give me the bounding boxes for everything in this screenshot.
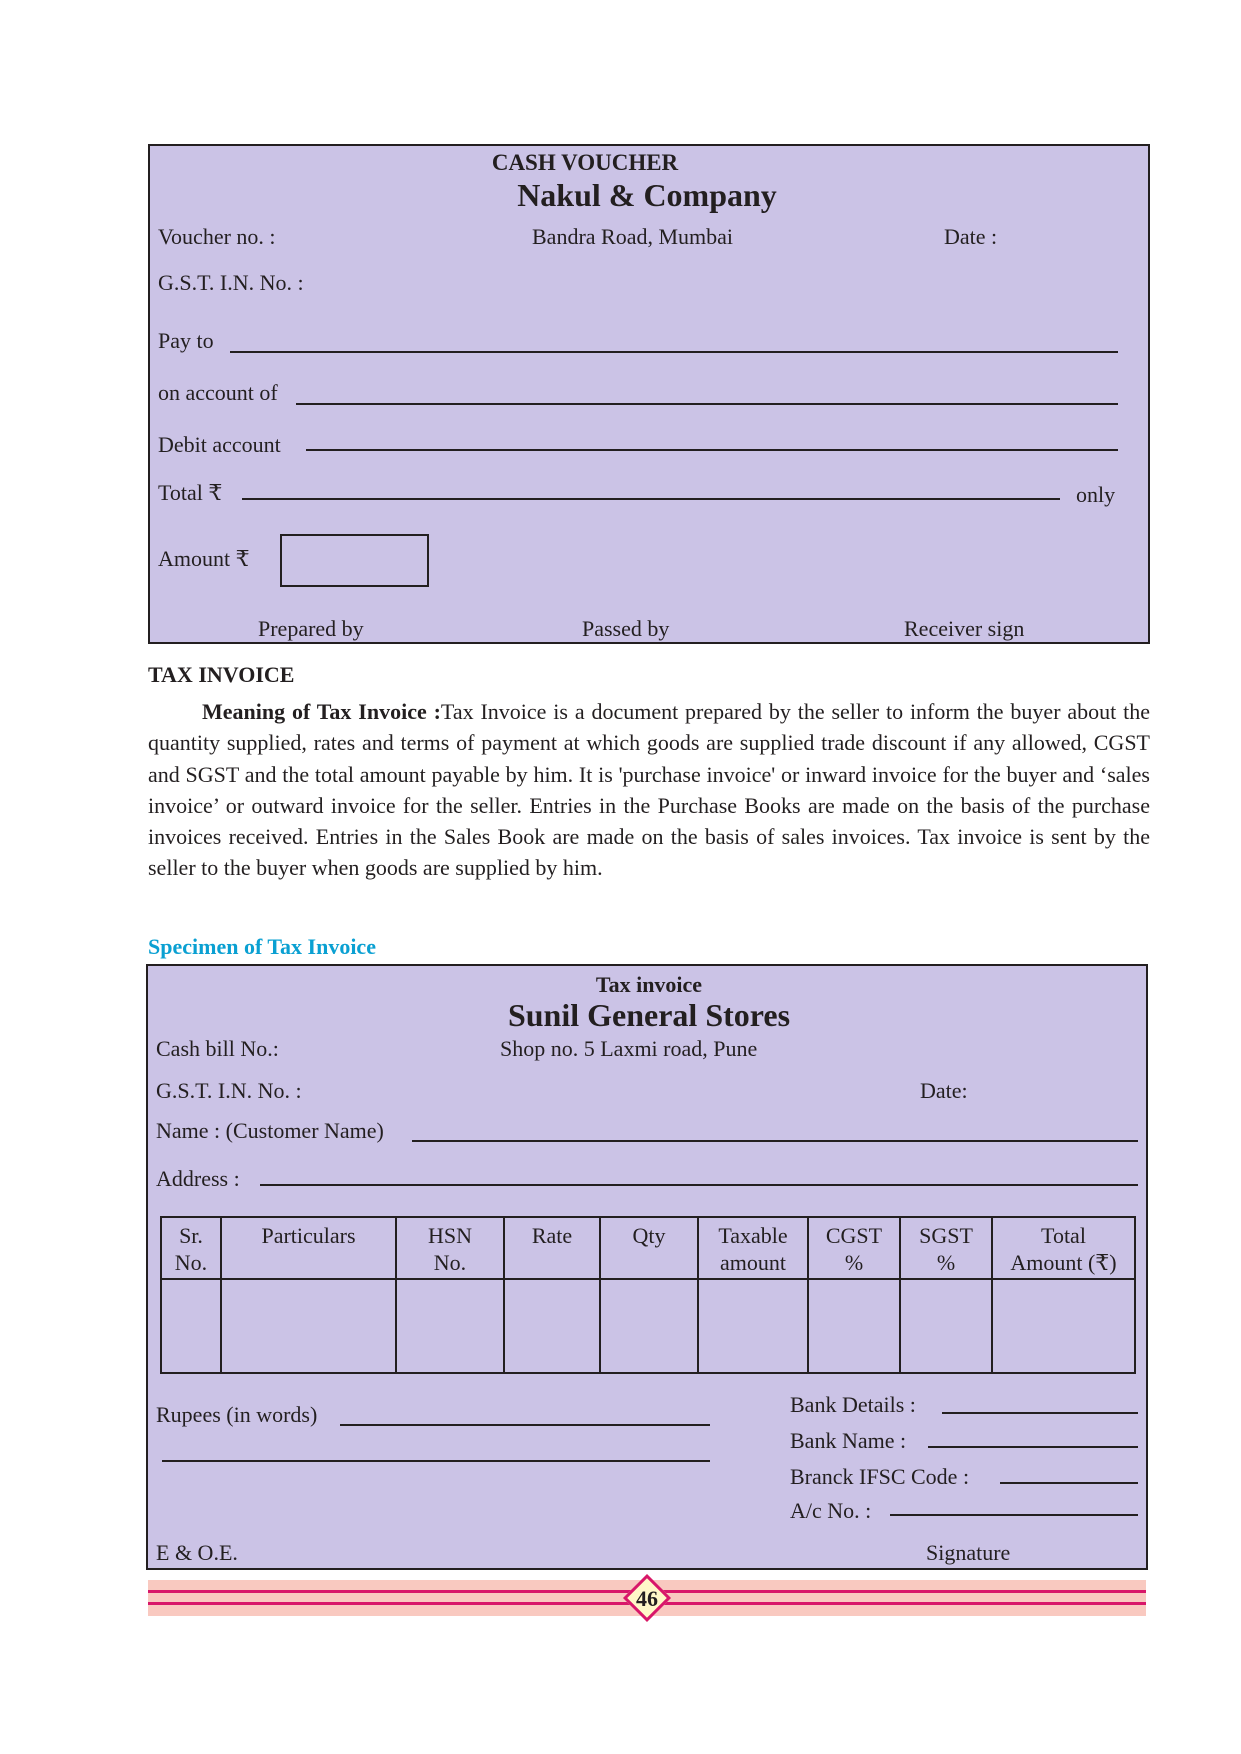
receiver-sign-label: Receiver sign [904, 616, 1025, 641]
bank-details-label: Bank Details : [790, 1392, 916, 1417]
tax-invoice-form [146, 964, 1148, 1570]
amount-box[interactable] [280, 534, 429, 587]
account-no-field[interactable] [890, 1514, 1138, 1516]
cash-bill-no-label: Cash bill No.: [156, 1036, 279, 1061]
invoice-date-label: Date: [920, 1078, 968, 1103]
table-header-row [161, 1217, 1135, 1279]
total-label: Total ₹ [158, 480, 223, 505]
cell-rate[interactable] [504, 1279, 600, 1373]
col-qty: Qty [600, 1217, 698, 1279]
col-total-amount: Total Amount (₹) [992, 1217, 1135, 1279]
tax-invoice-heading: TAX INVOICE [148, 662, 295, 687]
passed-by-label: Passed by [582, 616, 670, 641]
voucher-kicker: CASH VOUCHER [491, 150, 679, 175]
ifsc-code-label: Branck IFSC Code : [790, 1464, 970, 1489]
cell-qty[interactable] [600, 1279, 698, 1373]
cash-voucher-form [148, 144, 1150, 644]
col-rate: Rate [504, 1217, 600, 1279]
page-number: 46 [636, 1586, 658, 1611]
cell-total-amount[interactable] [992, 1279, 1135, 1373]
ifsc-code-field[interactable] [1000, 1482, 1138, 1484]
invoice-company-name: Sunil General Stores [507, 997, 791, 1033]
invoice-items-table [160, 1216, 1136, 1374]
rupees-in-words-field-line2[interactable] [162, 1460, 710, 1462]
voucher-gstin-label: G.S.T. I.N. No. : [158, 270, 304, 295]
cell-cgst[interactable] [808, 1279, 900, 1373]
col-particulars: Particulars [221, 1217, 396, 1279]
customer-name-label: Name : (Customer Name) [156, 1118, 384, 1143]
eoe-label: E & O.E. [156, 1540, 238, 1565]
invoice-kicker: Tax invoice [595, 972, 703, 997]
tax-invoice-paragraph [148, 696, 1150, 884]
debit-account-label: Debit account [158, 432, 281, 457]
col-taxable-amount: Taxable amount [698, 1217, 808, 1279]
cell-particulars[interactable] [221, 1279, 396, 1373]
cell-sr-no[interactable] [161, 1279, 221, 1373]
specimen-heading: Specimen of Tax Invoice [148, 934, 376, 959]
cell-taxable-amount[interactable] [698, 1279, 808, 1373]
customer-address-field[interactable] [260, 1184, 1138, 1186]
invoice-gstin-label: G.S.T. I.N. No. : [156, 1078, 302, 1103]
voucher-no-label: Voucher no. : [158, 224, 276, 249]
customer-address-label: Address : [156, 1166, 240, 1191]
prepared-by-label: Prepared by [258, 616, 364, 641]
col-cgst: CGST % [808, 1217, 900, 1279]
col-hsn-no: HSN No. [396, 1217, 504, 1279]
voucher-company-name: Nakul & Company [517, 177, 777, 213]
cell-hsn-no[interactable] [396, 1279, 504, 1373]
on-account-of-label: on account of [158, 380, 278, 405]
col-sgst: SGST % [900, 1217, 992, 1279]
tax-invoice-body: Tax Invoice is a document prepared by the seller to inform the buyer about the quantity supplied, rates and terms of payment at which goods are supplied trade discount if any allowed, CGST and SGST and the total amount payable by him. It is 'purchase invoice' or inward invoice for the buyer and ‘sales invoice’ or outward invoice for the seller. Entries in the Purchase Books are made on the basis of the purchase invoices received. Entries in the Sales Book are made on the basis of sales invoices. Tax invoice is sent by the seller to the buyer when goods are supplied by him. [148, 699, 1150, 881]
rupees-in-words-label: Rupees (in words) [156, 1402, 318, 1427]
table-row [161, 1279, 1135, 1373]
only-label: only [1076, 482, 1116, 507]
rupees-in-words-field[interactable] [340, 1424, 710, 1426]
cell-sgst[interactable] [900, 1279, 992, 1373]
tax-invoice-lead: Meaning of Tax Invoice : [202, 699, 441, 724]
account-no-label: A/c No. : [790, 1498, 872, 1523]
amount-label: Amount ₹ [158, 546, 250, 571]
bank-details-field[interactable] [942, 1412, 1138, 1414]
bank-name-label: Bank Name : [790, 1428, 907, 1453]
invoice-address: Shop no. 5 Laxmi road, Pune [500, 1036, 758, 1061]
customer-name-field[interactable] [412, 1140, 1138, 1142]
on-account-of-field[interactable] [296, 403, 1118, 405]
voucher-date-label: Date : [944, 224, 998, 249]
total-field[interactable] [242, 498, 1060, 500]
pay-to-field[interactable] [230, 351, 1118, 353]
voucher-address: Bandra Road, Mumbai [532, 224, 734, 249]
debit-account-field[interactable] [306, 449, 1118, 451]
col-sr-no: Sr. No. [161, 1217, 221, 1279]
signature-label: Signature [926, 1540, 1011, 1565]
bank-name-field[interactable] [928, 1446, 1138, 1448]
pay-to-label: Pay to [158, 328, 214, 353]
